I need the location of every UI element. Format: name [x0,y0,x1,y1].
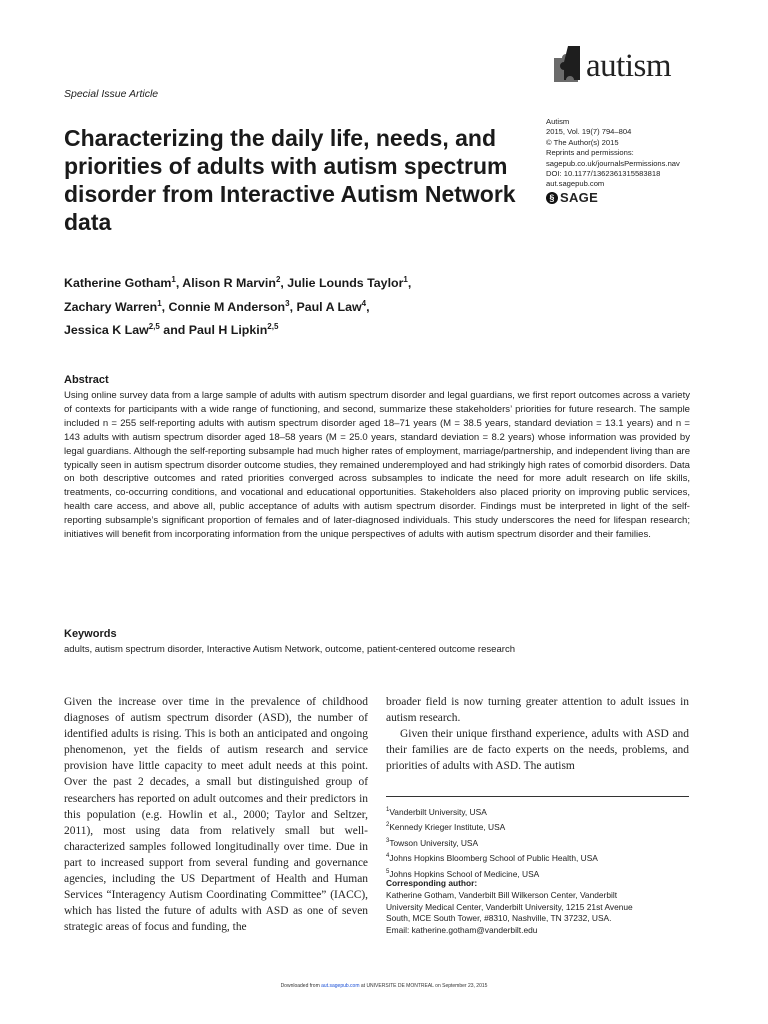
author-name: Julie Lounds Taylor [287,276,404,291]
affiliation-sup: 4 [386,853,390,860]
author-name: Paul A Law [296,299,362,314]
affiliation-text: Kennedy Krieger Institute, USA [389,822,506,833]
affiliation-sup: 1 [386,807,390,813]
footnote-divider [386,796,689,797]
author-name: Katherine Gotham [64,276,172,291]
journal-meta [546,117,746,204]
author-affiliation-sup: 1 [157,298,162,308]
author-affiliation-sup: 3 [285,298,290,308]
download-suffix: at UNIVERSITE DE MONTREAL on September 23, 2015 [359,983,488,989]
keywords-text: adults, autism spectrum disorder, Interactive Autism Network, outcome, patient-centered outcome research [64,644,516,655]
author-name: Alison R Marvin [182,276,276,291]
download-notice [0,983,768,989]
affiliation-item [386,835,706,850]
abstract-heading: Abstract [64,374,109,386]
journal-name: Autism [546,117,570,126]
corresponding-line: University Medical Center, Vanderbilt University, 1215 21st Avenue [386,901,633,912]
affiliation-item [386,819,706,834]
permissions-link[interactable]: sagepub.co.uk/journalsPermissions.nav [546,158,680,168]
author-name: Connie M Anderson [168,299,286,314]
author-list: Katherine Gotham$^1$, Alison R Marvin$^2$, Julie Lounds Taylor$^1$, Zachary Warren$^1$, Connie M Anderson$^3$, Paul A Law$^4$, Jessica K Law$^{2,5}$ and Paul H Lipkin$^{2,5}$ [64,275,412,338]
author-name: Zachary Warren [64,299,158,314]
journal-volume: 2015, Vol. 19(7) 794–804 [546,127,632,137]
affiliations [386,804,706,881]
affiliation-text: Vanderbilt University, USA [389,806,487,817]
doi[interactable]: DOI: 10.1177/1362361315583818 [546,169,661,179]
affiliation-sup: 2 [386,822,390,829]
body-paragraph: broader field is now turning greater attention to adult issues in autism research. [386,696,689,725]
download-prefix: Downloaded from [280,983,322,989]
keywords-section [64,628,690,657]
puzzle-logo-icon [548,44,588,94]
journal-site-link[interactable]: aut.sagepub.com [546,179,605,189]
corresponding-heading: Corresponding author: [386,878,478,888]
author-name: Paul H Lipkin [188,323,268,338]
affiliation-sup: 5 [386,868,390,875]
author-affiliation-sup: 1 [171,275,176,284]
author-affiliation-sup: 2,5 [267,322,279,332]
abstract-text: Using online survey data from a large sample of adults with autism spectrum disorder and legal guardians, we first report outcomes across a variety of contexts for participants with a wide range of functioning, and second, summarize these stakeholders’ priorities for future research. The sample included n = 255 self-reporting adults with autism spectrum disorder aged 18–71 years (M = 38.5 years, standard deviation = 13.1 years) and n = 143 adults with autism spectrum disorder aged 18–58 years (M = 25.0 years, standard deviation = 8.2 years) whose information was provided by legal guardians. Although the self-reporting subsample had much higher rates of employment, marriage/partnership, and independent living than are typically seen in autism spectrum disorder outcome studies, they remained underemployed and had strikingly high rates of comorbid disorders. Data on both descriptive outcomes and rated priorities converged across subsamples to indicate the need for more adult research on life skills, treatments, co-occurring conditions, and vocational and educational opportunities. Stakeholders also placed priority on improving public services, health care access, and above all, public acceptance of adults with autism spectrum disorder. Findings must be interpreted in light of the self-reporting subsample’s significant proportion of females and of later-diagnosed individuals. This study underscores the need for lifespan research; initiatives will benefit from incorporating information from the unique perspectives of adults with autism spectrum disorder and their families. [64,390,690,541]
author-affiliation-sup: 2,5 [148,322,160,332]
author-name: Jessica K Law [64,323,149,338]
affiliation-text: Johns Hopkins School of Medicine, USA [389,868,540,879]
logo-wordmark: autism [586,48,671,84]
corresponding-line: South, MCE South Tower, #8310, Nashville, TN 37232, USA. [386,913,612,924]
affiliation-item [386,804,706,819]
sage-icon: § [546,192,558,204]
author-affiliation-sup: 1 [403,275,408,284]
article-title: Characterizing the daily life, needs, and priorities of adults with autism spectrum disorder from Interactive Autism Network data [64,125,516,235]
affiliation-text: Johns Hopkins Bloomberg School of Public Health, USA [389,852,598,863]
corresponding-email[interactable]: Email: katherine.gotham@vanderbilt.edu [386,924,538,935]
keywords-heading: Keywords [64,628,117,640]
body-paragraph: Given the increase over time in the prevalence of childhood diagnoses of autism spectrum disorder (ASD), the number of identified adults is rising. This is both an anticipated and ongoing phenomenon, yet the fields of autism research and service provision have little capacity to meet adult needs at this point. Over the past 2 decades, a small but distinguished group of researchers has reported on adult outcomes and their predictors in this population (e.g. Howlin et al., 2000; Taylor and Seltzer, 2011), most using data from relatively small but well-characterized samples followed longitudinally over time. Due in part to increased support from several funding and governance agencies, including the US Department of Health and Human Services “Interagency Autism Coordinating Committee” (IACC), which has listed the future of adults with ASD as one of seven strategic areas of focus and funding, the [64,696,368,934]
body-paragraph: Given their unique firsthand experience, adults with ASD and their families are de facto experts on the needs, problems, and priorities of adults with ASD. The autism [386,728,689,773]
special-issue-label: Special Issue Article [64,88,159,100]
affiliation-item [386,850,706,865]
abstract-section [64,374,690,542]
corresponding-line: Katherine Gotham, Vanderbilt Bill Wilkerson Center, Vanderbilt [386,890,618,901]
body-column-right [386,694,689,774]
journal-logo [548,44,708,94]
corresponding-author [386,878,696,936]
reprints-label: Reprints and permissions: [546,148,634,158]
body-column-left [64,694,368,935]
publisher-name: SAGE [560,189,599,205]
publisher-logo [546,189,746,205]
download-source-link[interactable]: aut.sagepub.com [321,983,360,989]
author-affiliation-sup: 4 [361,298,367,308]
copyright: © The Author(s) 2015 [546,137,619,147]
affiliation-sup: 3 [386,837,390,844]
affiliation-text: Towson University, USA [389,837,479,848]
author-affiliation-sup: 2 [275,275,281,284]
